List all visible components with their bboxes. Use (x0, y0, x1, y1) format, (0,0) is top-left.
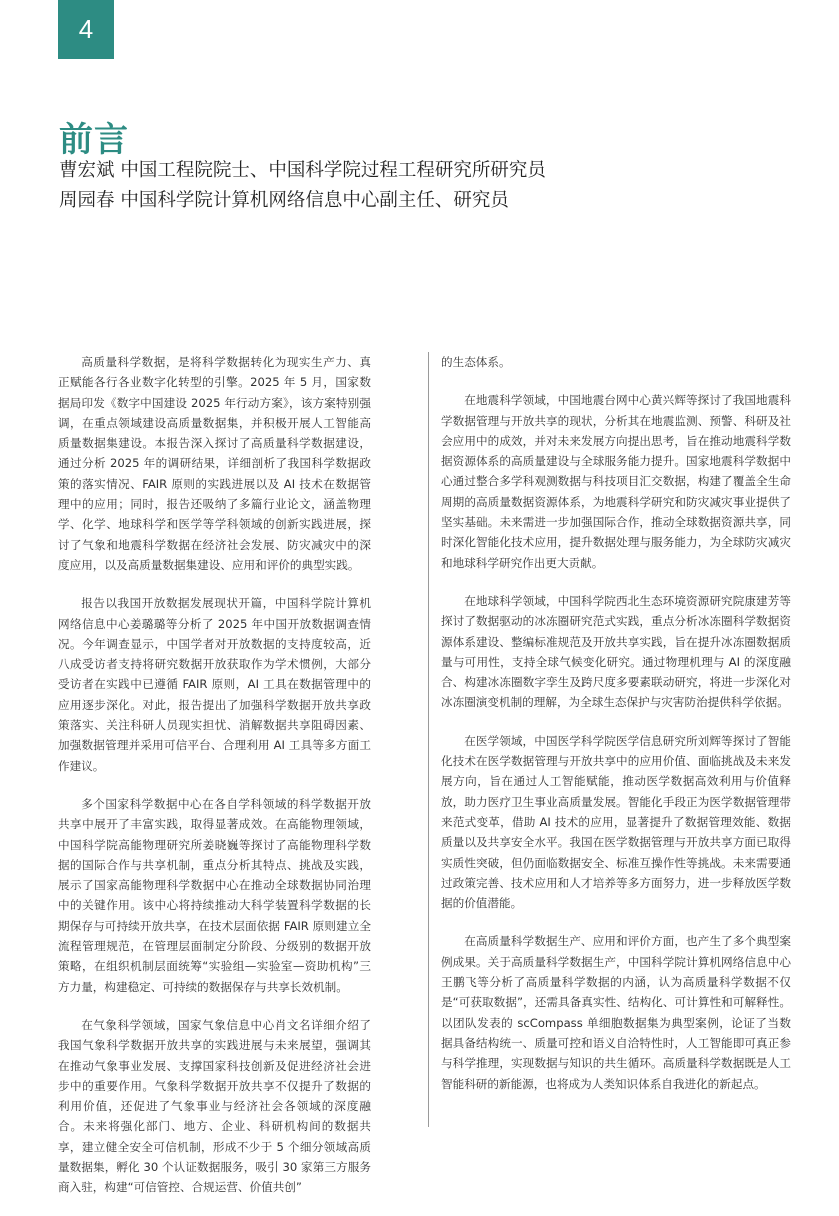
authors (59, 156, 546, 216)
paragraph: 多个国家科学数据中心在各自学科领域的科学数据开放共享中展开了丰富实践，取得显著成效。在高能物理领域，中国科学院高能物理研究所姜晓巍等探讨了高能物理科学数据的国际合作与共享机制，重点分析其特点、挑战及实践，展示了国家高能物理科学数据中心在推动全球数据协同治理中的关键作用。该中心将持续推动大科学装置科学数据的长期保存与可持续开放共享，在技术层面依据 FAIR 原则建立全流程管理规范，在管理层面制定分阶段、分级别的数据开放策略，在组织机制层面统筹“实验组—实验室—资助机构”三方力量，构建稳定、可持续的数据保存与共享长效机制。 (58, 796, 371, 994)
paragraph: 在地震科学领域，中国地震台网中心黄兴辉等探讨了我国地震科学数据管理与开放共享的现状，分析其在地震监测、预警、科研及社会应用中的成效，并对未来发展方向提出思考，旨在推动地震科学数据资源体系的高质量建设与全球服务能力提升。国家地震科学数据中心通过整合多学科观测数据与科技项目汇交数据，构建了覆盖全生命周期的高质量数据资源体系，为地震科学研究和防灾减灾事业提供了坚实基础。未来需进一步加强国际合作，推动全球数据资源共享，同时深化智能化技术应用，提升数据处理与服务能力，为全球防灾减灾和地球科学研究作出更大贡献。 (441, 393, 791, 570)
page-title: 前言 (59, 120, 129, 160)
paragraph: 报告以我国开放数据发展现状开篇，中国科学院计算机网络信息中心姜璐璐等分析了 2025 年中国开放数据调查情况。今年调查显示，中国学者对开放数据的支持度较高，近八成受访者支持将研究数据开放获取作为学术惯例，大部分受访者在实践中已遵循 FAIR 原则，AI 工具在数据管理中的应用逐步深化。对此，报告提出了加强科学数据开放共享政策落实、关注科研人员现实担忧、消解数据共享阻碍因素、加强数据管理并采用可信平台、合理利用 AI 工具等多方面工作建议。 (58, 596, 371, 773)
author-line: 曹宏斌 中国工程院院士、中国科学院过程工程研究所研究员 (59, 160, 546, 181)
paragraph: 在地球科学领域，中国科学院西北生态环境资源研究院康建芳等探讨了数据驱动的冰冻圈研究范式实践，重点分析冰冻圈科学数据资源体系建设、整编标准规范及开放共享实践，旨在提升冰冻圈数据质量与可用性，支持全球气候变化研究。通过物理机理与 AI 的深度融合、构建冰冻圈数字孪生及跨尺度多要素联动研究，将进一步深化对冰冻圈演变机制的理解，为全球生态保护与灾害防治提供科学依据。 (441, 593, 791, 710)
column-divider (428, 352, 429, 1127)
right-column (441, 352, 791, 1112)
left-column (58, 352, 371, 1216)
paragraph: 在气象科学领域，国家气象信息中心肖文名详细介绍了我国气象科学数据开放共享的实践进展与未来展望，强调其在推动气象事业发展、支撑国家科技创新及促进经济社会进步中的重要作用。气象科学数据开放共享不仅提升了数据的利用价值，还促进了气象事业与经济社会各领域的深度融合。未来将强化部门、地方、企业、科研机构间的数据共享，建立健全安全可信机制，形成不少于 5 个细分领域高质量数据集，孵化 30 个认证数据服务，吸引 30 家第三方服务商入驻，构建“可信管控、合规运营、价值共创” (58, 1017, 371, 1195)
author-line: 周园春 中国科学院计算机网络信息中心副主任、研究员 (59, 190, 509, 211)
page-number-tab: 4 (58, 0, 114, 59)
paragraph: 在医学领域，中国医学科学院医学信息研究所刘辉等探讨了智能化技术在医学数据管理与开放共享中的应用价值、面临挑战及未来发展方向，旨在通过人工智能赋能，推动医学数据高效利用与价值释放，助力医疗卫生事业高质量发展。智能化手段正为医学数据管理带来范式变革，借助 AI 技术的应用，显著提升了数据管理效能、数据质量以及共享安全水平。我国在医学数据管理与开放共享方面已取得实质性突破，但仍面临数据安全、标准互操作性等挑战。未来需要通过政策完善、技术应用和人才培养等多方面努力，进一步释放医学数据的价值潜能。 (441, 733, 791, 911)
paragraph-continuation: 的生态体系。 (441, 355, 511, 369)
paragraph: 高质量科学数据，是将科学数据转化为现实生产力、真正赋能各行各业数字化转型的引擎。2025 年 5 月，国家数据局印发《数字中国建设 2025 年行动方案》，该方案特别强调，在重点领域建设高质量数据集，并积极开展人工智能高质量数据集建设。本报告深入探讨了高质量科学数据建设，通过分析 2025 年的调研结果，详细剖析了我国科学数据政策的落实情况、FAIR 原则的实践进展以及 AI 技术在数据管理中的应用；同时，报告还吸纳了多篇行业论文，涵盖物理学、化学、地球科学和医学等学科领域的创新实践进展，探讨了气象和地震科学数据在经济社会发展、防灾减灾中的深度应用，以及高质量数据集建设、应用和评价的典型实践。 (58, 355, 371, 572)
paragraph: 在高质量科学数据生产、应用和评价方面，也产生了多个典型案例成果。关于高质量科学数据生产，中国科学院计算机网络信息中心王鹏飞等分析了高质量科学数据的内涵，认为高质量科学数据不仅是“可获取数据”，还需具备真实性、结构化、可计算性和可解释性。以团队发表的 scCompass 单细胞数据集为典型案例，论证了当数据具备结构统一、质量可控和语义自洽特性时，人工智能即可真正参与科学推理，实现数据与知识的共生循环。高质量科学数据既是人工智能科研的新能源，也将成为人类知识体系自我进化的新起点。 (441, 934, 791, 1091)
